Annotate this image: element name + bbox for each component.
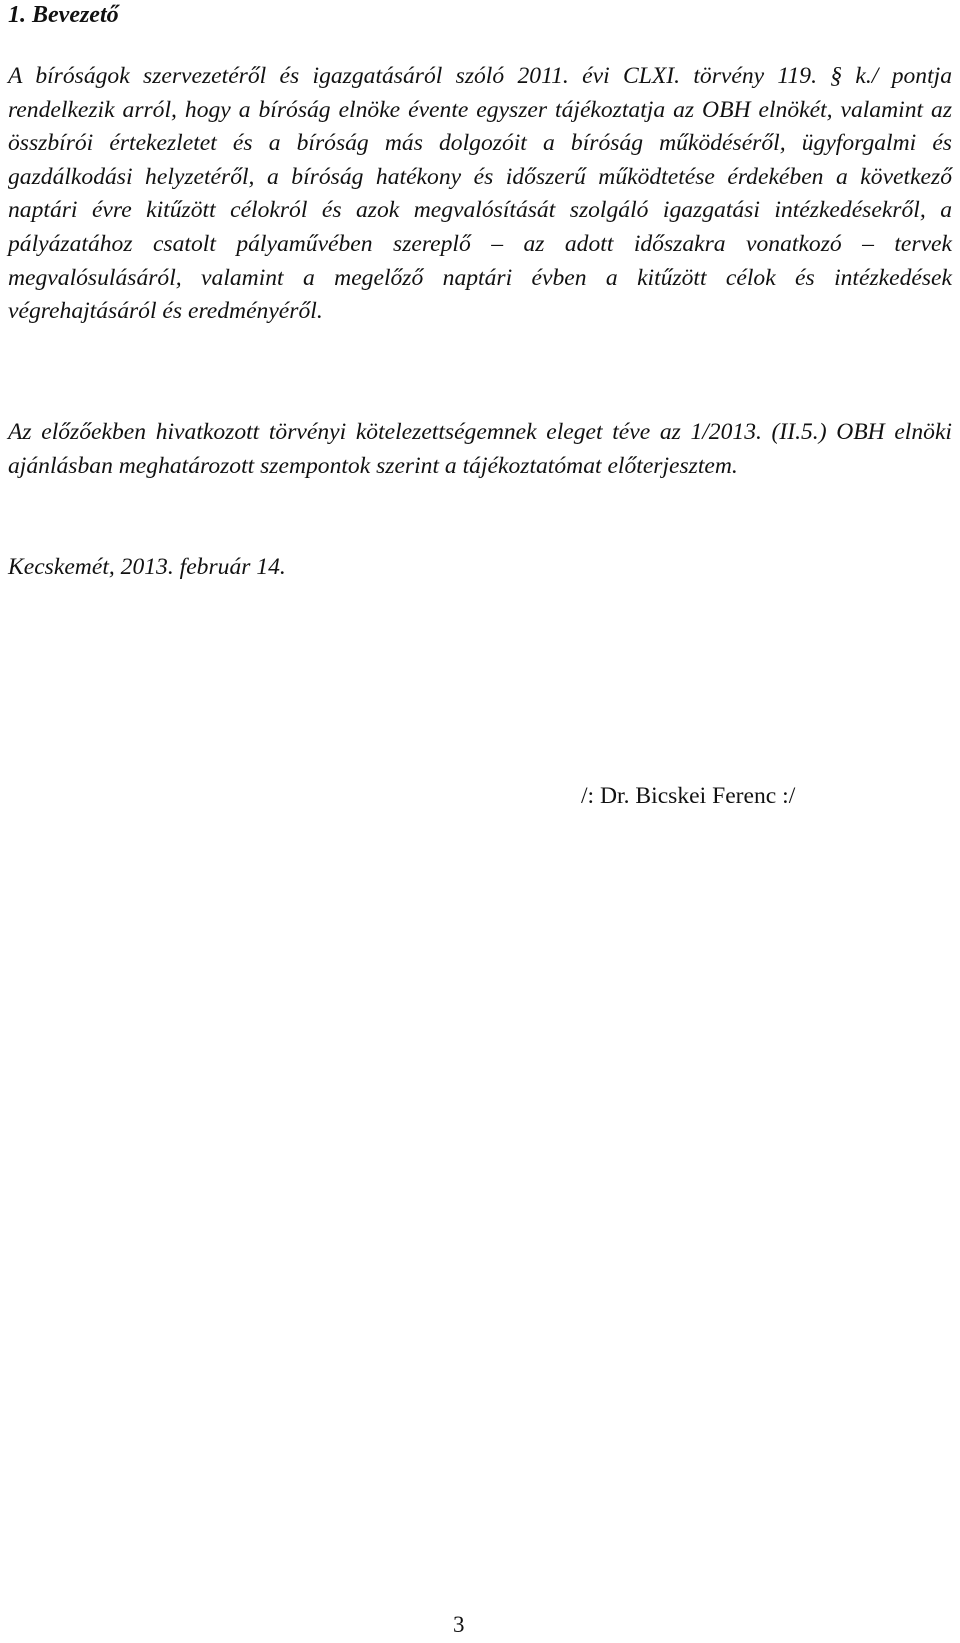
intro-paragraph: A bíróságok szervezetéről és igazgatásáról szóló 2011. évi CLXI. törvény 119. § k./ pontja rendelkezik arról, hogy a bíróság elnöke évente egyszer tájékoztatja az OBH elnökét, valamint az összbírói értekezletet és a bíróság más dolgozóit a bíróság működéséről, ügyforgalmi és gazdálkodási helyzetéről, a bíróság hatékony és időszerű működtetése érdekében a következő naptári évre kitűzött célokról és azok megvalósítását szolgáló igazgatási intézkedésekről, a pályázatához csatolt pályaművében szereplő – az adott időszakra vonatkozó – tervek megvalósulásáról, valamint a megelőző naptári évben a kitűzött célok és intézkedések végrehajtásáról és eredményéről. [8, 63, 952, 325]
place-date: Kecskemét, 2013. február 14. [8, 554, 286, 580]
section-heading: 1. Bevezető [8, 2, 119, 28]
page-number: 3 [453, 1612, 465, 1637]
signature: /: Dr. Bicskei Ferenc :/ [581, 783, 796, 809]
obligation-paragraph: Az előzőekben hivatkozott törvényi kötelezettségemnek eleget téve az 1/2013. (II.5.) OBH elnöki ajánlásban meghatározott szempontok szerint a tájékoztatómat előterjesztem. [8, 419, 952, 479]
